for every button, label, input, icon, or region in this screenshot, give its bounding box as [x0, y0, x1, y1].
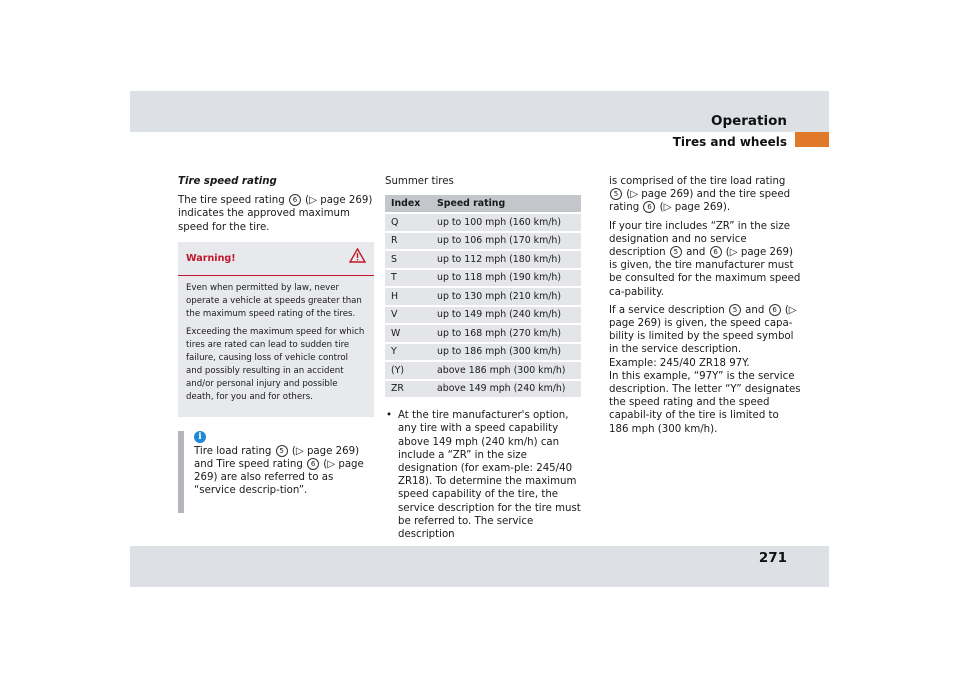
index-cell: V [385, 307, 431, 324]
callout-number: 5 [670, 246, 682, 258]
callout-number: 6 [710, 246, 722, 258]
tire-speed-rating-heading: Tire speed rating [178, 176, 277, 187]
info-icon: i [194, 431, 206, 443]
index-cell: ZR [385, 381, 431, 398]
section-subtitle: Tires and wheels [672, 135, 787, 149]
warning-title: Warning! [186, 252, 236, 264]
service-description-paragraph: is comprised of the tire load rating 5 (▷ page 269) and the tire speed rating 6 (▷ page 269). [609, 176, 791, 214]
index-cell: (Y) [385, 362, 431, 379]
example-text: Example: 245/40 ZR18 97Y. [609, 357, 750, 369]
speed-cell: above 149 mph (240 km/h) [431, 381, 581, 398]
warning-text-2: Exceeding the maximum speed for which tires are rated can lead to sudden tire failure, causing loss of vehicle control and possibly resulting in an accident and/or personal injury and possible death, for you and for others. [186, 326, 365, 402]
callout-number: 5 [729, 304, 741, 316]
index-cell: R [385, 233, 431, 250]
speed-cell: up to 100 mph (160 km/h) [431, 214, 581, 231]
index-cell: W [385, 325, 431, 342]
column-3 [609, 175, 801, 441]
table-row [385, 214, 581, 231]
speed-cell: up to 149 mph (240 km/h) [431, 307, 581, 324]
footer-band [130, 546, 829, 587]
column-header-index: Index [385, 195, 431, 212]
column-1 [178, 175, 374, 513]
intro-paragraph: The tire speed rating 6 (▷ page 269) indicates the approved maximum speed for the tire. [178, 195, 373, 233]
index-cell: Y [385, 344, 431, 361]
speed-cell: up to 106 mph (170 km/h) [431, 233, 581, 250]
table-header-row [385, 195, 581, 212]
index-cell: H [385, 288, 431, 305]
speed-cell: above 186 mph (300 km/h) [431, 362, 581, 379]
speed-cell: up to 112 mph (180 km/h) [431, 251, 581, 268]
info-text: Tire load rating 5 (▷ page 269) and Tire speed rating 6 (▷ page 269) are also referred to as “service descrip-tion”. [194, 445, 364, 497]
speed-rating-table [385, 193, 581, 399]
index-cell: S [385, 251, 431, 268]
table-row [385, 381, 581, 398]
zr-paragraph: If your tire includes “ZR” in the size designation and no service description 5 and 6 (▷ page 269) is given, the tire manufacturer must be consulted for the maximum speed ca-pability. [609, 220, 801, 298]
index-cell: Q [385, 214, 431, 231]
callout-number: 6 [289, 194, 301, 206]
warning-triangle-icon [349, 248, 366, 268]
callout-number: 6 [643, 201, 655, 213]
callout-number: 6 [307, 458, 319, 470]
warning-box [178, 242, 374, 417]
table-row [385, 233, 581, 250]
index-cell: T [385, 270, 431, 287]
section-title: Operation [710, 113, 787, 129]
table-row [385, 344, 581, 361]
table-row [385, 362, 581, 379]
info-note [178, 431, 374, 513]
table-row [385, 251, 581, 268]
table-row [385, 307, 581, 324]
callout-number: 5 [276, 445, 288, 457]
table-row [385, 325, 581, 342]
speed-symbol-paragraph: If a service description 5 and 6 (▷ page 269) is given, the speed capa-bility is limited by the speed symbol in the service description. Example: 245/40 ZR18 97Y. In this example, “97Y” is the service description. The letter “Y” designates the speed rating and the speed capabil-ity of the tire is limited to 186 mph (300 km/h). [609, 304, 801, 435]
warning-text-1: Even when permitted by law, never operate a vehicle at speeds greater than the maximum speed rating of the tires. [186, 282, 362, 319]
bullet-list [385, 409, 581, 541]
list-item: • At the tire manufacturer's option, any tire with a speed capability above 149 mph (240 km/h) can include a “ZR” in the size designation (for exam-ple: 245/40 ZR18). To determine the maximum speed capability of the tire, the service description for the tire must be referred to. The service description [385, 409, 581, 541]
summer-tires-heading: Summer tires [385, 176, 454, 187]
table-row [385, 270, 581, 287]
callout-number: 5 [610, 188, 622, 200]
speed-cell: up to 118 mph (190 km/h) [431, 270, 581, 287]
speed-cell: up to 130 mph (210 km/h) [431, 288, 581, 305]
callout-number: 6 [769, 304, 781, 316]
column-header-speed-rating: Speed rating [431, 195, 581, 212]
table-row [385, 288, 581, 305]
column-2 [385, 175, 581, 541]
page-number: 271 [758, 550, 787, 566]
section-tab-marker [795, 132, 829, 147]
warning-header [178, 242, 374, 276]
speed-cell: up to 186 mph (300 km/h) [431, 344, 581, 361]
speed-cell: up to 168 mph (270 km/h) [431, 325, 581, 342]
